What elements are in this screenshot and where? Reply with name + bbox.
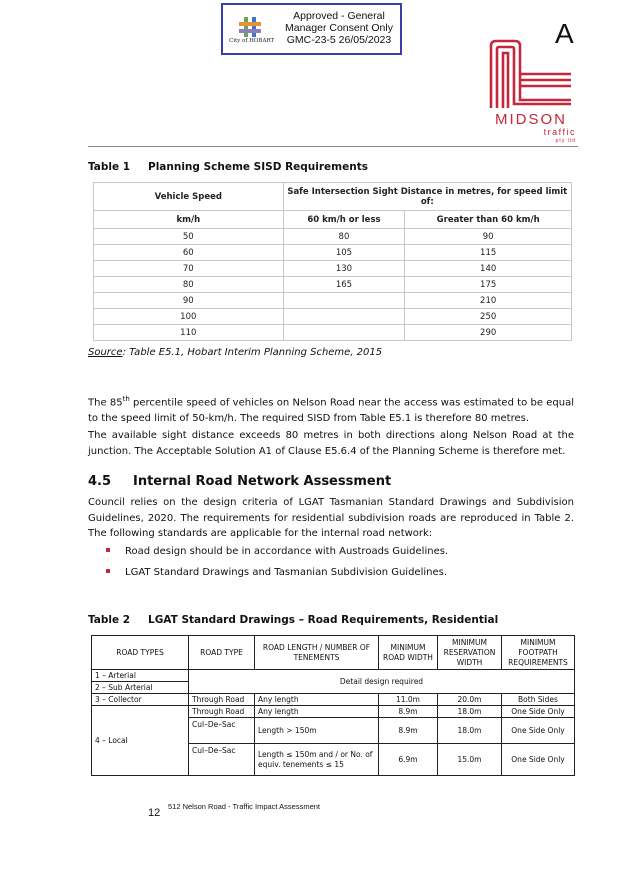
table1-subheader: Greater than 60 km/h bbox=[405, 211, 572, 229]
table1-subheader: km/h bbox=[94, 211, 284, 229]
table-row bbox=[94, 245, 572, 261]
table-cell: 105 bbox=[283, 245, 405, 261]
table-cell: 8.9m bbox=[379, 706, 438, 718]
source-text: : Table E5.1, Hobart Interim Planning Scheme, 2015 bbox=[122, 347, 383, 358]
table1-header-sisd: Safe Intersection Sight Distance in metres, for speed limit of: bbox=[283, 183, 571, 211]
table-cell: 8.9m bbox=[379, 718, 438, 744]
table2-label: Table 2 bbox=[88, 614, 131, 626]
table2-title: LGAT Standard Drawings – Road Requirements, Residential bbox=[148, 614, 499, 626]
table1-subheader: 60 km/h or less bbox=[283, 211, 405, 229]
table-cell: Any length bbox=[255, 694, 379, 706]
bullet-icon bbox=[106, 548, 110, 552]
table-cell: 130 bbox=[283, 261, 405, 277]
paragraph-85th-percentile bbox=[88, 392, 574, 426]
table-cell: Any length bbox=[255, 706, 379, 718]
list-item-text: Road design should be in accordance with Austroads Guidelines. bbox=[125, 546, 449, 557]
brand-name: MIDSON bbox=[495, 111, 567, 128]
table-row bbox=[92, 706, 575, 718]
table2-header: ROAD TYPES bbox=[92, 636, 189, 670]
table-cell: Length > 150m bbox=[255, 718, 379, 744]
footer-document-title: 512 Nelson Road - Traffic Impact Assessment bbox=[168, 802, 321, 811]
table-cell: Cul–De–Sac bbox=[189, 744, 255, 776]
table-cell: 165 bbox=[283, 277, 405, 293]
table-cell: 15.0m bbox=[438, 744, 502, 776]
bullet-icon bbox=[106, 569, 110, 573]
table2-header: ROAD TYPE bbox=[189, 636, 255, 670]
table-cell: 70 bbox=[94, 261, 284, 277]
table-cell bbox=[283, 293, 405, 309]
table-cell: 6.9m bbox=[379, 744, 438, 776]
table-cell: 80 bbox=[94, 277, 284, 293]
table-cell: 90 bbox=[405, 229, 572, 245]
table-cell: 3 – Collector bbox=[92, 694, 189, 706]
table-cell: 115 bbox=[405, 245, 572, 261]
table-cell: One Side Only bbox=[502, 718, 575, 744]
road-requirements-table bbox=[91, 635, 575, 776]
table-row bbox=[94, 325, 572, 341]
table-cell: Cul–De–Sac bbox=[189, 718, 255, 744]
table-cell: 90 bbox=[94, 293, 284, 309]
stamp-text bbox=[277, 10, 401, 46]
city-of-hobart-logo bbox=[227, 11, 275, 51]
table2-caption bbox=[88, 614, 498, 626]
table2-header: MINIMUM ROAD WIDTH bbox=[379, 636, 438, 670]
table-row bbox=[94, 229, 572, 245]
table2-header: MINIMUM RESERVATION WIDTH bbox=[438, 636, 502, 670]
paragraph-sight-distance: The available sight distance exceeds 80 metres in both directions along Nelson Road at the junction. The Acceptable Solution A1 of Clause E5.6.4 of the Planning Scheme is therefore met. bbox=[88, 430, 574, 457]
table-cell: Through Road bbox=[189, 706, 255, 718]
section-title: Internal Road Network Assessment bbox=[133, 474, 392, 489]
table-cell: 60 bbox=[94, 245, 284, 261]
table-row bbox=[94, 261, 572, 277]
page-revision-letter: A bbox=[555, 18, 574, 49]
table2-header: ROAD LENGTH / NUMBER OF TENEMENTS bbox=[255, 636, 379, 670]
table-cell: 18.0m bbox=[438, 706, 502, 718]
table-cell: 110 bbox=[94, 325, 284, 341]
table-cell: 250 bbox=[405, 309, 572, 325]
header-divider bbox=[88, 146, 578, 147]
table-cell: One Side Only bbox=[502, 744, 575, 776]
sisd-table bbox=[93, 182, 572, 341]
stamp-line: Manager Consent Only bbox=[285, 22, 393, 34]
paragraph-text: The 85 bbox=[88, 397, 123, 409]
table-cell: 50 bbox=[94, 229, 284, 245]
list-item bbox=[106, 546, 448, 557]
midson-logo-icon bbox=[487, 38, 575, 110]
table1-header-vehicle-speed: Vehicle Speed bbox=[94, 183, 284, 211]
table1-title: Planning Scheme SISD Requirements bbox=[148, 161, 368, 173]
table-cell: 290 bbox=[405, 325, 572, 341]
table1-label: Table 1 bbox=[88, 161, 131, 173]
table-cell bbox=[283, 325, 405, 341]
paragraph-text: percentile speed of vehicles on Nelson Road near the access was estimated to be equal to the speed limit of 50-km/h. The required SISD from Table E5.1 is therefore 80 metres. bbox=[88, 397, 574, 424]
table-cell: 1 – Arterial bbox=[92, 670, 189, 682]
stamp-line: GMC-23-5 26/05/2023 bbox=[286, 34, 392, 46]
source-label: Source bbox=[88, 347, 123, 358]
table-cell bbox=[283, 309, 405, 325]
table-cell: 2 – Sub Arterial bbox=[92, 682, 189, 694]
brand-subname: traffic bbox=[543, 127, 576, 137]
page-number: 12 bbox=[148, 807, 161, 819]
table-row bbox=[94, 277, 572, 293]
table-cell: Both Sides bbox=[502, 694, 575, 706]
table-cell: 80 bbox=[283, 229, 405, 245]
table-cell: 210 bbox=[405, 293, 572, 309]
table-cell: Through Road bbox=[189, 694, 255, 706]
table-cell: 18.0m bbox=[438, 718, 502, 744]
table-row bbox=[92, 694, 575, 706]
stamp-city-text: City of HOBART bbox=[229, 38, 275, 44]
table-cell: 20.0m bbox=[438, 694, 502, 706]
approval-stamp bbox=[221, 3, 402, 55]
brand-pty: pty ltd bbox=[555, 138, 576, 144]
table2-header: MINIMUM FOOTPATH REQUIREMENTS bbox=[502, 636, 575, 670]
table-cell: 175 bbox=[405, 277, 572, 293]
table1-source bbox=[88, 347, 382, 358]
table-cell: One Side Only bbox=[502, 706, 575, 718]
table-row bbox=[92, 670, 575, 682]
section-intro-paragraph: Council relies on the design criteria of LGAT Tasmanian Standard Drawings and Subdivision Guidelines, 2020. The requirements for residential subdivision roads are reproduced in Table 2. The following standards are applicable for the internal road network: bbox=[88, 497, 574, 539]
table-cell: 4 – Local bbox=[92, 706, 189, 776]
list-item-text: LGAT Standard Drawings and Tasmanian Subdivision Guidelines. bbox=[125, 567, 448, 578]
table-cell: 140 bbox=[405, 261, 572, 277]
superscript: th bbox=[122, 395, 130, 403]
table-cell: 11.0m bbox=[379, 694, 438, 706]
section-number: 4.5 bbox=[88, 474, 112, 489]
stamp-line: Approved - General bbox=[293, 10, 385, 22]
table1-caption bbox=[88, 161, 368, 173]
detail-design-cell: Detail design required bbox=[189, 670, 575, 694]
table-cell: Length ≤ 150m and / or No. of equiv. tenements ≤ 15 bbox=[255, 744, 379, 776]
section-heading bbox=[88, 474, 391, 489]
table-row bbox=[94, 293, 572, 309]
table-row bbox=[94, 309, 572, 325]
list-item bbox=[106, 567, 447, 578]
table-cell: 100 bbox=[94, 309, 284, 325]
